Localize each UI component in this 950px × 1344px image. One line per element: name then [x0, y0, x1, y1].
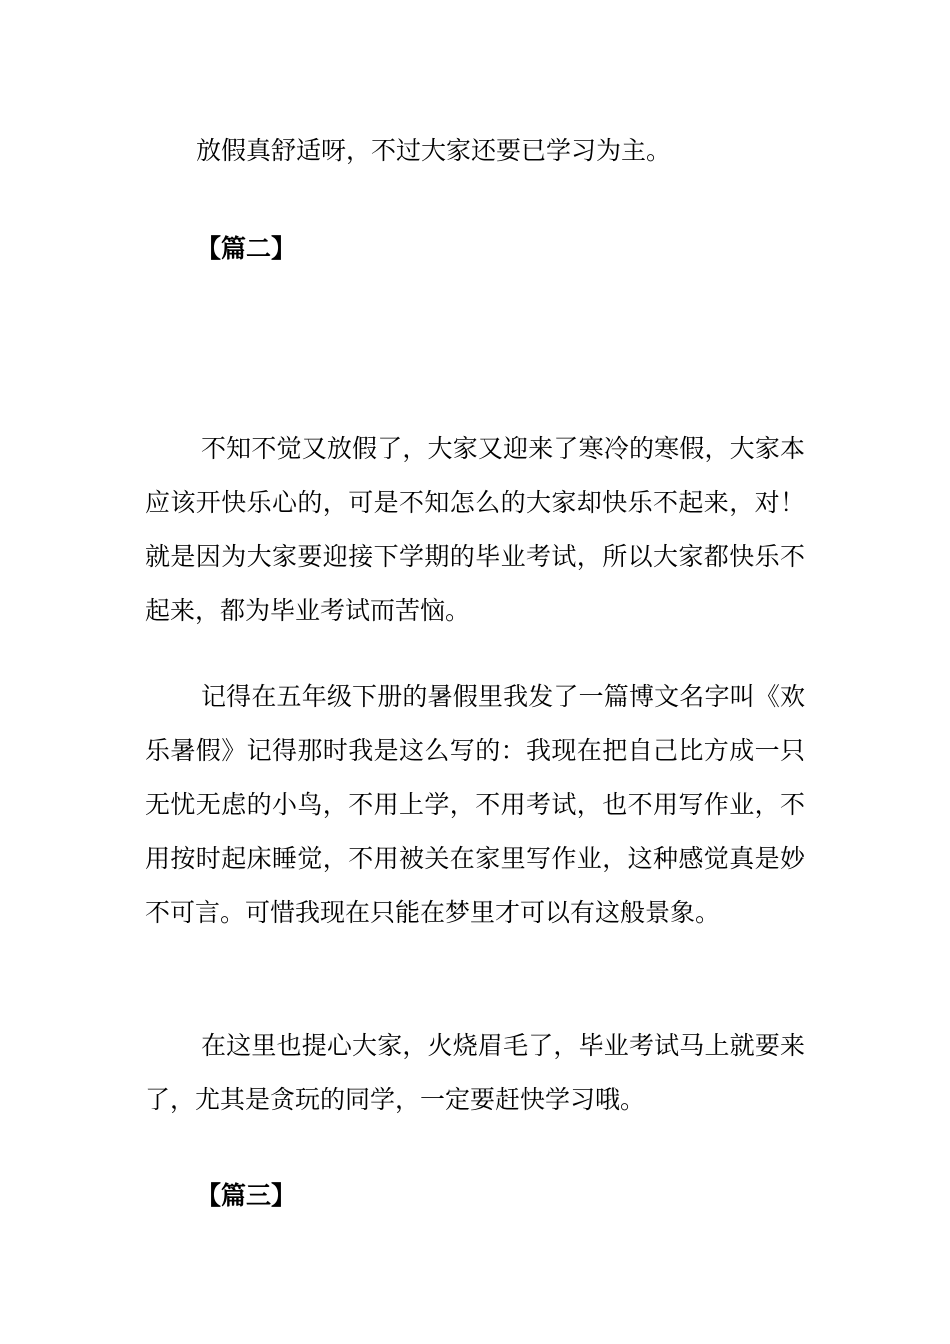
paragraph-2: 记得在五年级下册的暑假里我发了一篇博文名字叫《欢乐暑假》记得那时我是这么写的：我现在把自己比方成一只无忧无虑的小鸟，不用上学，不用考试，也不用写作业，不用按时起床睡觉，不用被关在家里写作业，这种感觉真是妙不可言。可惜我现在只能在梦里才可以有这般景象。 — [145, 682, 805, 927]
paragraph-3: 在这里也提心大家，火烧眉毛了，毕业考试马上就要来了，尤其是贪玩的同学，一定要赶快学习哦。 — [145, 1031, 805, 1114]
section-heading-three: 【篇三】 — [196, 1181, 297, 1210]
paragraph-1: 不知不觉又放假了，大家又迎来了寒冷的寒假，大家本应该开快乐心的，可是不知怎么的大家却快乐不起来，对！就是因为大家要迎接下学期的毕业考试，所以大家都快乐不起来，都为毕业考试而苦恼。 — [145, 434, 805, 625]
intro-line: 放假真舒适呀，不过大家还要已学习为主。 — [196, 136, 672, 165]
section-heading-two: 【篇二】 — [196, 234, 297, 263]
